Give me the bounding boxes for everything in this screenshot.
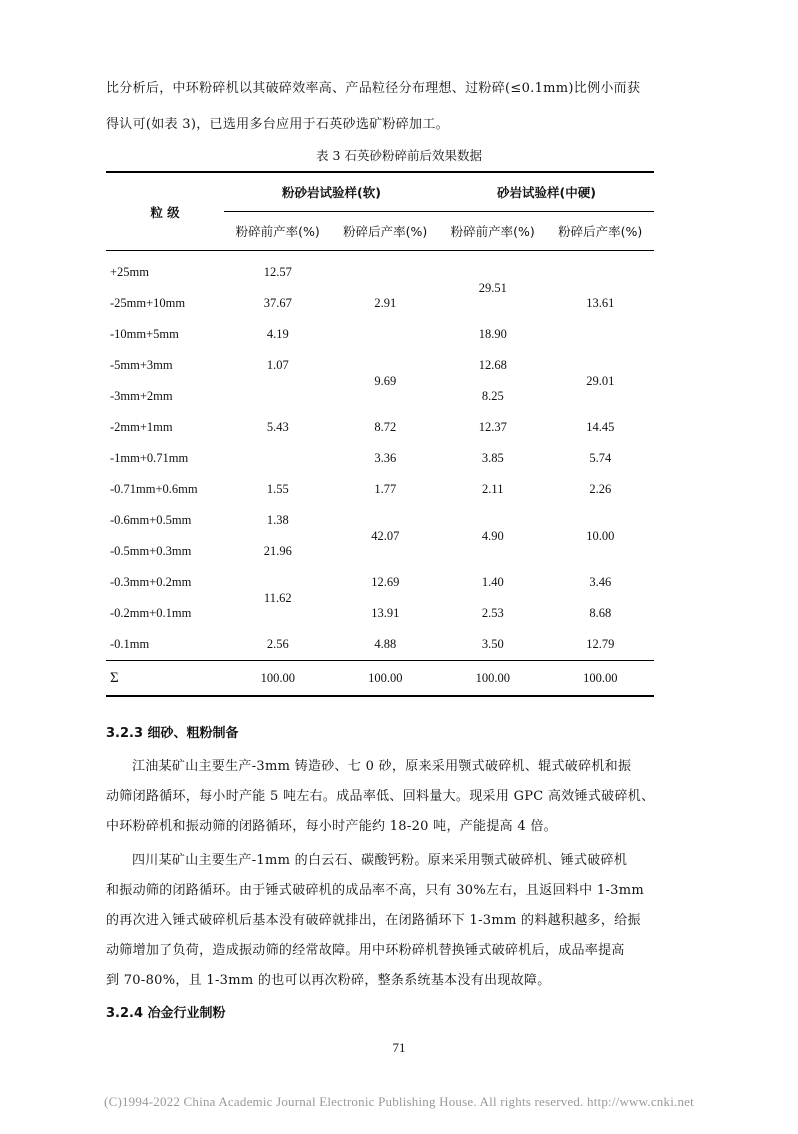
size-label: -0.71mm+0.6mm	[110, 482, 198, 496]
intro-paragraph	[106, 78, 666, 136]
table-cell: 4.19	[266, 327, 289, 341]
table-cell: 2.11	[482, 482, 504, 496]
size-label: -25mm+10mm	[110, 296, 186, 310]
size-label: -2mm+1mm	[110, 420, 173, 434]
table-cell: 3.36	[374, 451, 397, 465]
table-cell: 1.40	[481, 575, 504, 589]
size-label: -0.3mm+0.2mm	[110, 575, 192, 589]
table-cell: 12.79	[586, 637, 615, 651]
column-header: 粉碎后产率(%)	[547, 212, 655, 251]
paragraph	[106, 846, 666, 996]
column-header: 粉碎后产率(%)	[332, 212, 440, 251]
table-cell: 42.07	[371, 528, 400, 543]
table-cell: 2.53	[481, 606, 504, 620]
data-table	[106, 171, 654, 697]
size-label: -0.2mm+0.1mm	[110, 606, 192, 620]
table-cell: 3.50	[481, 637, 504, 651]
size-label: -0.1mm	[110, 637, 150, 651]
table-row	[106, 412, 654, 443]
table-cell: 8.25	[481, 389, 504, 403]
text-line: 动筛闭路循环，每小时产能 5 吨左右。成品率低、回料量大。现采用 GPC 高效锤式破碎机、	[106, 789, 655, 804]
table-cell: 10.00	[586, 528, 615, 543]
size-label: -10mm+5mm	[110, 327, 179, 341]
table-row	[106, 350, 654, 381]
page-number: 71	[392, 1040, 406, 1055]
copyright-footer: (C)1994-2022 China Academic Journal Electronic Publishing House. All rights reserved. http://www.cnki.net	[104, 1094, 694, 1109]
section-heading: 3.2.4 冶金行业制粉	[106, 1006, 226, 1021]
table-cell: 100.00	[332, 661, 440, 697]
row-header: 粒 级	[106, 172, 224, 251]
section-heading: 3.2.3 细砂、粗粉制备	[106, 726, 239, 741]
table-cell: 18.90	[478, 327, 507, 341]
table-cell: 2.26	[589, 482, 612, 496]
table-cell: 4.90	[481, 528, 504, 543]
table-cell: 3.46	[589, 575, 612, 589]
table-row	[106, 505, 654, 536]
table-cell: 5.43	[266, 420, 289, 434]
group-header: 砂岩试验样(中硬)	[439, 172, 654, 212]
group-header: 粉砂岩试验样(软)	[224, 172, 439, 212]
table-cell: 8.72	[374, 420, 397, 434]
table-cell: 3.85	[481, 451, 504, 465]
table-cell: 29.51	[478, 280, 507, 295]
text-line: 和振动筛的闭路循环。由于锤式破碎机的成品率不高，只有 30%左右，且返回料中 1-3mm	[106, 883, 644, 898]
table-cell: 100.00	[439, 661, 547, 697]
table-cell: 1.77	[374, 482, 397, 496]
table-cell: 100.00	[547, 661, 655, 697]
table-row	[106, 474, 654, 505]
table-row	[106, 567, 654, 598]
table-cell: 37.67	[263, 296, 292, 310]
table-cell: 12.68	[478, 358, 507, 372]
text-line: 动筛增加了负荷，造成振动筛的经常故障。用中环粉碎机替换锤式破碎机后，成品率提高	[106, 943, 625, 958]
table-cell: 14.45	[586, 420, 615, 434]
size-label: -0.5mm+0.3mm	[110, 544, 192, 558]
column-header: 粉碎前产率(%)	[439, 212, 547, 251]
table-cell: 1.07	[266, 358, 289, 372]
table-cell: 12.37	[478, 420, 507, 434]
table-cell: 13.91	[371, 606, 400, 620]
size-label: +25mm	[110, 265, 149, 279]
table-cell: 29.01	[586, 373, 615, 388]
table-row	[106, 629, 654, 661]
sum-label: Σ	[106, 661, 224, 697]
table-cell: 8.68	[589, 606, 612, 620]
size-label: -0.6mm+0.5mm	[110, 513, 192, 527]
table-cell: 5.74	[589, 451, 612, 465]
table-cell: 11.62	[263, 590, 292, 605]
column-header: 粉碎前产率(%)	[224, 212, 332, 251]
size-label: -3mm+2mm	[110, 389, 173, 403]
table-cell: 2.56	[266, 637, 289, 651]
table-cell: 100.00	[224, 661, 332, 697]
text-line: 得认可(如表 3)，已选用多台应用于石英砂选矿粉碎加工。	[106, 117, 449, 132]
text-line: 的再次进入锤式破碎机后基本没有破碎就排出，在闭路循环下 1-3mm 的料越积越多，给振	[106, 913, 641, 928]
text-line: 江油某矿山主要生产-3mm 铸造砂、七 0 砂，原来采用颚式破碎机、辊式破碎机和振	[132, 759, 632, 774]
table-caption: 表 3 石英砂粉碎前后效果数据	[316, 148, 482, 163]
size-label: -1mm+0.71mm	[110, 451, 189, 465]
table-row	[106, 251, 654, 289]
table-cell: 12.69	[371, 575, 400, 589]
table-cell: 12.57	[263, 265, 292, 279]
paragraph	[106, 752, 666, 842]
text-line: 比分析后，中环粉碎机以其破碎效率高、产品粒径分布理想、过粉碎(≤0.1mm)比例小而获	[106, 81, 641, 96]
text-line: 四川某矿山主要生产-1mm 的白云石、碳酸钙粉。原来采用颚式破碎机、锤式破碎机	[132, 853, 628, 868]
table-cell: 4.88	[374, 637, 397, 651]
text-line: 到 70-80%，且 1-3mm 的也可以再次粉碎，整条系统基本没有出现故障。	[106, 973, 551, 988]
table-cell: 13.61	[586, 296, 615, 310]
text-line: 中环粉碎机和振动筛的闭路循环，每小时产能约 18-20 吨，产能提高 4 倍。	[106, 819, 557, 834]
table-row	[106, 598, 654, 629]
size-label: -5mm+3mm	[110, 358, 173, 372]
table-cell: 2.91	[374, 296, 397, 310]
table-row	[106, 443, 654, 474]
sum-row	[106, 661, 654, 697]
table-cell: 1.55	[266, 482, 289, 496]
table-cell: 1.38	[266, 513, 289, 527]
table-cell: 21.96	[263, 544, 292, 558]
table-cell: 9.69	[374, 373, 397, 388]
